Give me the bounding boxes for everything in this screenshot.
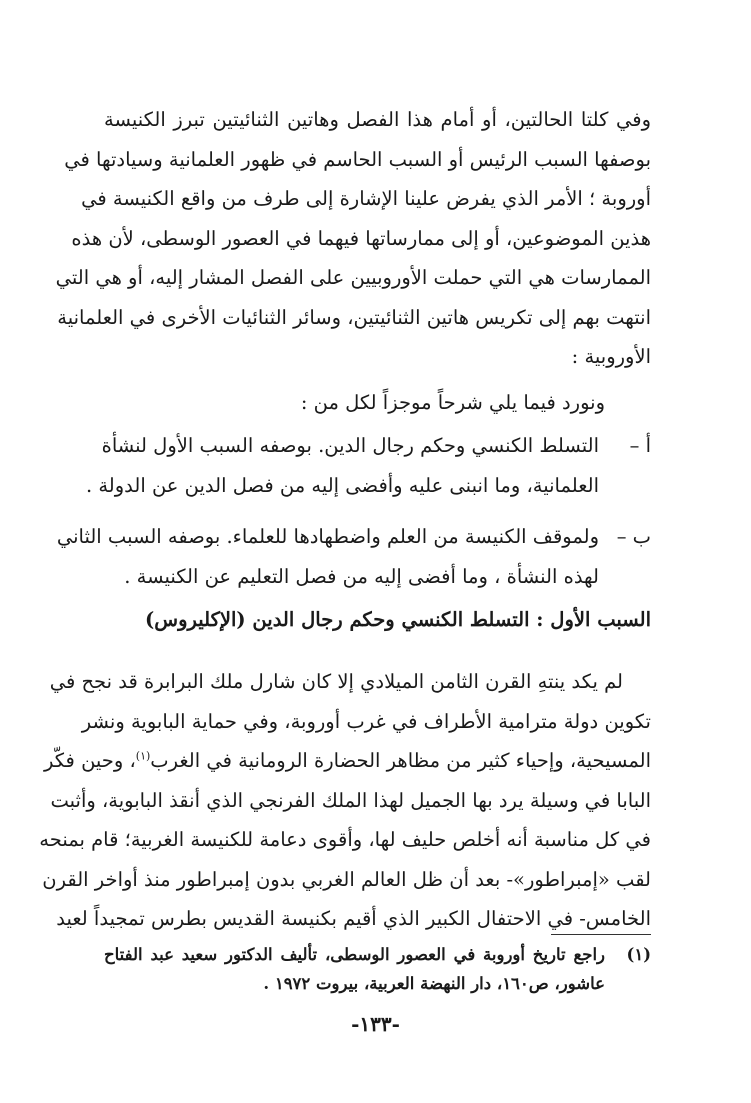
footnote (104, 940, 651, 998)
text-line: لم يكد ينتهِ القرن الثامن الميلادي إلا كان شارل ملك البرابرة قد نجح في (49, 670, 623, 693)
text-line: بوصفها السبب الرئيس أو السبب الحاسم في ظهور العلمانية وسيادتها في (64, 147, 651, 171)
footnote-line: راجع تاريخ أوروبة في العصور الوسطى، تأليف الدكتور سعيد عبد الفتاح (104, 945, 605, 964)
paragraph-lead-in (104, 383, 651, 423)
text-line: وفي كلتا الحالتين، أو أمام هذا الفصل وهاتين الثنائيتين تبرز الكنيسة (104, 108, 651, 131)
list-marker: ب – (616, 525, 651, 548)
list-item (56, 517, 651, 596)
text-fragment: ، وحين فكّر (44, 749, 136, 772)
text-line: لهذه النشأة ، وما أفضى إليه من فصل التعليم عن الكنيسة . (124, 564, 599, 588)
text-line: العلمانية، وما انبنى عليه وأفضى إليه من فصل الدين عن الدولة . (85, 473, 599, 497)
footnote-number: (١) (626, 945, 651, 964)
paragraph-intro (55, 100, 651, 377)
text-line: الممارسات هي التي حملت الأوروبيين على الفصل المشار إليه، أو هي التي (55, 266, 651, 289)
text-fragment: المسيحية، وإحياء كثير من مظاهر الحضارة الرومانية في الغرب (150, 749, 651, 772)
text-line: انتهت بهم إلى تكريس هاتين الثنائيتين، وسائر الثنائيات الأخرى في العلمانية (57, 305, 651, 329)
text-line: في كل مناسبة أنه أخلص حليف لها، وأقوى دعامة للكنيسة الغربية؛ قام بمنحه (39, 828, 651, 851)
text-line: لقب «إمبراطور»- بعد أن ظل العالم الغربي بدون إمبراطور منذ أواخر القرن (42, 867, 651, 891)
paragraph-history (39, 662, 651, 939)
text-line: هذين الموضوعين، أو إلى ممارساتها فيهما في العصور الوسطى، لأن هذه (71, 226, 651, 250)
text-line: الخامس- في الاحتفال الكبير الذي أقيم بكنيسة القديس بطرس تمجيداً لعيد (56, 907, 651, 930)
list-marker: أ – (629, 434, 651, 457)
section-heading: السبب الأول : التسلط الكنسي وحكم رجال الدين (الإكليروس) (145, 608, 651, 631)
text-line: ونورد فيما يلي شرحاً موجزاً لكل من : (300, 391, 605, 414)
page-number: -١٣٣- (351, 1012, 400, 1036)
text-line: الأوروبية : (571, 345, 651, 368)
list-item (85, 426, 651, 505)
footnote-line: عاشور، ص١٦٠، دار النهضة العربية، بيروت ١٩٧٢ . (263, 974, 605, 993)
causes-list (56, 426, 651, 608)
footnote-divider (551, 934, 651, 935)
text-line (44, 741, 651, 781)
text-line: تكوين دولة مترامية الأطراف في غرب أوروبة، وفي حماية البابوية ونشر (81, 709, 651, 733)
text-line: ولموقف الكنيسة من العلم واضطهادها للعلماء. بوصفه السبب الثاني (56, 525, 599, 548)
text-line: البابا في وسيلة يرد بها الجميل لهذا الملك الفرنجي الذي أنقذ البابوية، وأثبت (50, 788, 651, 812)
footnote-reference[interactable]: (١) (135, 749, 151, 763)
text-line: التسلط الكنسي وحكم رجال الدين. بوصفه السبب الأول لنشأة (101, 434, 599, 457)
text-line: أوروبة ؛ الأمر الذي يفرض علينا الإشارة إلى طرف من واقع الكنيسة في (81, 187, 651, 210)
